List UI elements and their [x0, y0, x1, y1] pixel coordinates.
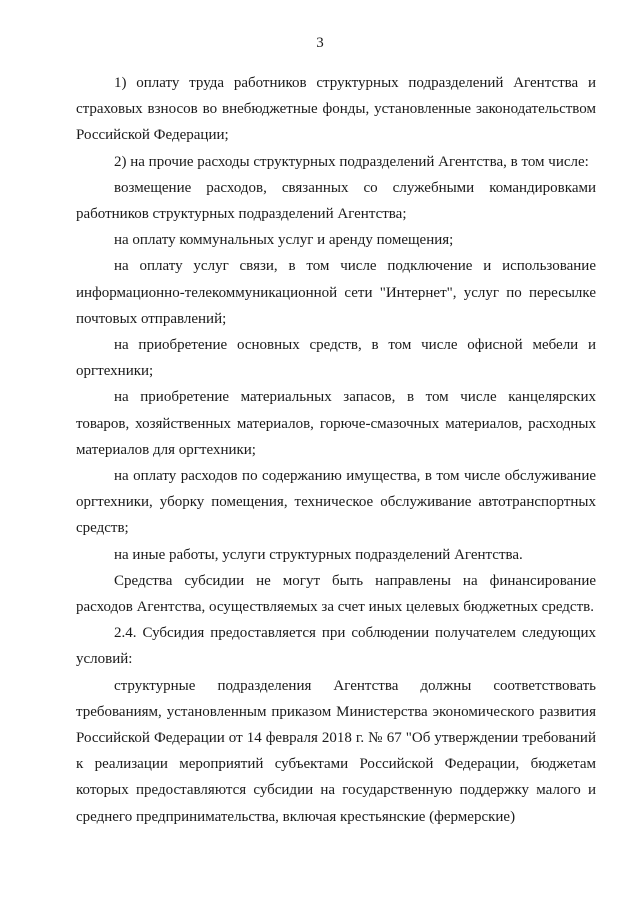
document-body — [76, 70, 596, 830]
page-number: 3 — [316, 35, 324, 51]
paragraph-requirements: структурные подразделения Агентства должны соответствовать требованиям, установленным приказом Министерства экономического развития Российской Федерации от 14 февраля 2018 г. № 67 "Об утверждении требований к реализации мероприятий субъектами Российской Федерации, бюджетам которых предоставляются субсидии на государственную поддержку малого и среднего предпринимательства, включая крестьянские (фермерские) — [76, 677, 596, 825]
paragraph-communication: на оплату услуг связи, в том числе подключение и использование информационно-телекоммуникационной сети "Интернет", услуг по пересылке почтовых отправлений; — [76, 258, 596, 327]
paragraph-other-works: на иные работы, услуги структурных подразделений Агентства. — [114, 546, 523, 563]
paragraph-labor-costs: 1) оплату труда работников структурных подразделений Агентства и страховых взносов во внебюджетные фонды, установленные законодательством Российской Федерации; — [76, 75, 596, 144]
paragraph-subsidy-restriction: Средства субсидии не могут быть направлены на финансирование расходов Агентства, осуществляемых за счет иных целевых бюджетных средств. — [76, 572, 596, 616]
paragraph-other-expenses: 2) на прочие расходы структурных подразделений Агентства, в том числе: — [114, 153, 589, 170]
paragraph-utilities-rent: на оплату коммунальных услуг и аренду помещения; — [114, 232, 454, 249]
paragraph-fixed-assets: на приобретение основных средств, в том числе офисной мебели и оргтехники; — [76, 337, 596, 380]
paragraph-property-maintenance: на оплату расходов по содержанию имущества, в том числе обслуживание оргтехники, уборку помещения, техническое обслуживание автотранспортных средств; — [76, 468, 596, 537]
paragraph-travel-expenses: возмещение расходов, связанных со служебными командировками работников структурных подразделений Агентства; — [76, 179, 596, 223]
paragraph-material-stocks: на приобретение материальных запасов, в том числе канцелярских товаров, хозяйственных материалов, горюче-смазочных материалов, расходных материалов для оргтехники; — [76, 389, 596, 458]
paragraph-section-2-4: 2.4. Субсидия предоставляется при соблюдении получателем следующих условий: — [76, 625, 596, 668]
